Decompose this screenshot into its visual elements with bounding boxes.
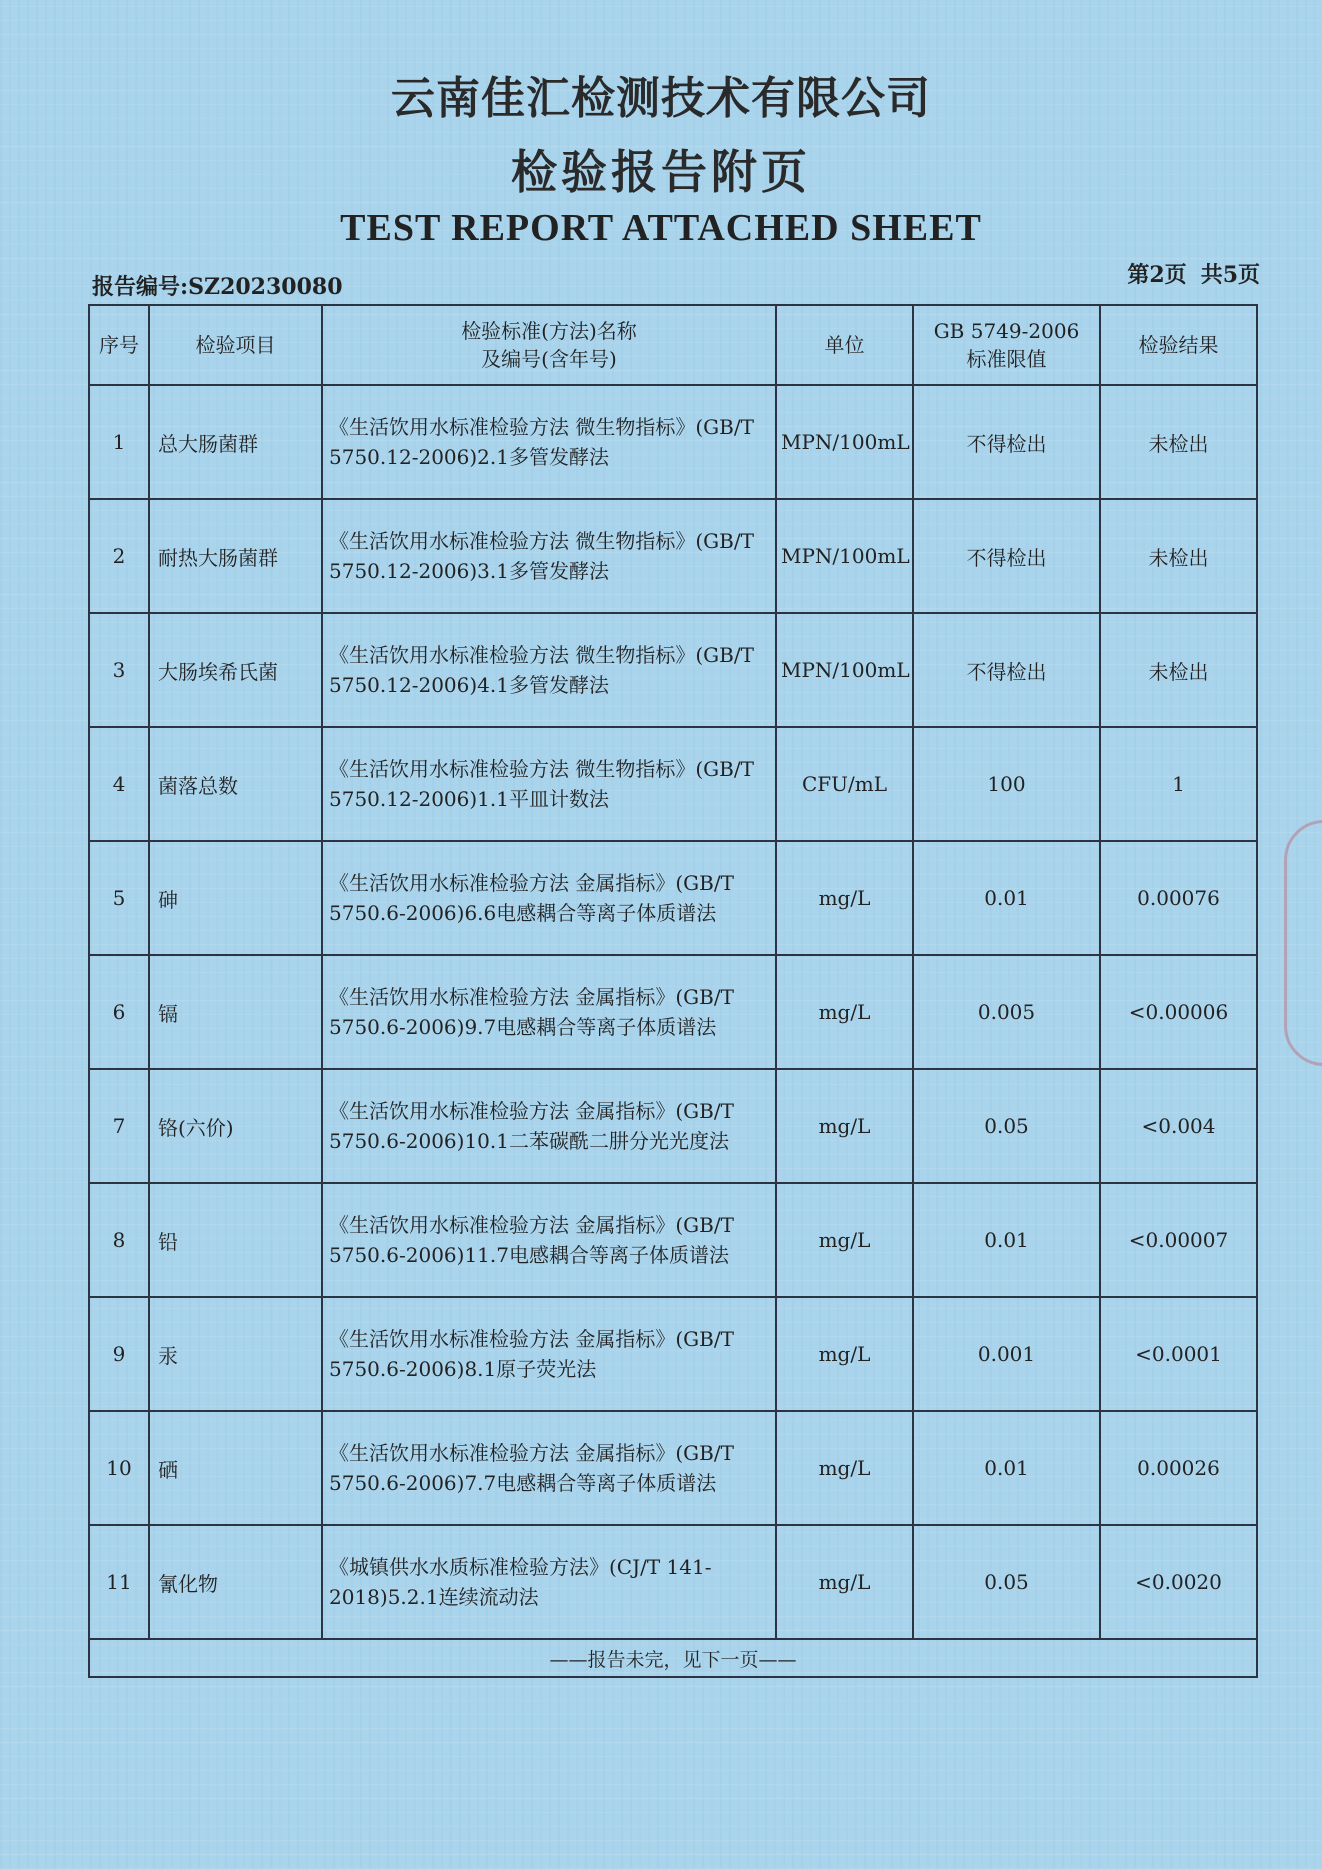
limit-cell: 0.05 xyxy=(913,1525,1100,1639)
limit-cell: 不得检出 xyxy=(913,385,1100,499)
col-seq: 序号 xyxy=(89,305,149,385)
limit-cell: 0.05 xyxy=(913,1069,1100,1183)
seq-cell: 11 xyxy=(89,1525,149,1639)
unit-cell: mg/L xyxy=(776,1069,913,1183)
method-name: 《城镇供水水质标准检验方法》(CJ/T 141-2018)5.2.1连续流动法 xyxy=(322,1525,776,1639)
company-name: 云南佳汇检测技术有限公司 xyxy=(391,73,931,124)
unit-cell: mg/L xyxy=(776,1411,913,1525)
table-row xyxy=(89,1297,1257,1411)
col-method xyxy=(322,305,776,385)
seq-cell: 6 xyxy=(89,955,149,1069)
result-cell: 0.00026 xyxy=(1100,1411,1257,1525)
method-name: 《生活饮用水标准检验方法 微生物指标》(GB/T 5750.12-2006)1.1平皿计数法 xyxy=(322,727,776,841)
seal-stamp xyxy=(1284,820,1322,1066)
limit-cell: 不得检出 xyxy=(913,613,1100,727)
seq-cell: 8 xyxy=(89,1183,149,1297)
method-name: 《生活饮用水标准检验方法 微生物指标》(GB/T 5750.12-2006)2.1多管发酵法 xyxy=(322,385,776,499)
unit-cell: MPN/100mL xyxy=(776,613,913,727)
col-result: 检验结果 xyxy=(1100,305,1257,385)
table-footer-row xyxy=(89,1639,1257,1677)
table-row xyxy=(89,1069,1257,1183)
method-name: 《生活饮用水标准检验方法 金属指标》(GB/T 5750.6-2006)10.1二苯碳酰二肼分光光度法 xyxy=(322,1069,776,1183)
item-name: 氰化物 xyxy=(149,1525,322,1639)
method-name: 《生活饮用水标准检验方法 金属指标》(GB/T 5750.6-2006)8.1原子荧光法 xyxy=(322,1297,776,1411)
item-name: 铬(六价) xyxy=(149,1069,322,1183)
limit-cell: 不得检出 xyxy=(913,499,1100,613)
col-limit-line2: 标准限值 xyxy=(966,347,1047,371)
table-row xyxy=(89,955,1257,1069)
page-current: 第2页 xyxy=(1127,262,1187,288)
item-name: 汞 xyxy=(149,1297,322,1411)
limit-cell: 0.005 xyxy=(913,955,1100,1069)
unit-cell: CFU/mL xyxy=(776,727,913,841)
english-title: TEST REPORT ATTACHED SHEET xyxy=(340,207,982,249)
item-name: 硒 xyxy=(149,1411,322,1525)
report-number: 报告编号:SZ20230080 xyxy=(92,274,343,300)
unit-cell: mg/L xyxy=(776,1525,913,1639)
item-name: 总大肠菌群 xyxy=(149,385,322,499)
limit-cell: 0.001 xyxy=(913,1297,1100,1411)
seq-cell: 7 xyxy=(89,1069,149,1183)
col-unit: 单位 xyxy=(776,305,913,385)
unit-cell: mg/L xyxy=(776,841,913,955)
table-row xyxy=(89,385,1257,499)
unit-cell: mg/L xyxy=(776,1297,913,1411)
item-name: 砷 xyxy=(149,841,322,955)
unit-cell: MPN/100mL xyxy=(776,385,913,499)
table-row xyxy=(89,613,1257,727)
result-cell: <0.004 xyxy=(1100,1069,1257,1183)
item-name: 耐热大肠菌群 xyxy=(149,499,322,613)
item-name: 铅 xyxy=(149,1183,322,1297)
item-name: 菌落总数 xyxy=(149,727,322,841)
unit-cell: mg/L xyxy=(776,955,913,1069)
method-name: 《生活饮用水标准检验方法 微生物指标》(GB/T 5750.12-2006)4.1多管发酵法 xyxy=(322,613,776,727)
method-name: 《生活饮用水标准检验方法 金属指标》(GB/T 5750.6-2006)6.6电感耦合等离子体质谱法 xyxy=(322,841,776,955)
col-limit-line1: GB 5749-2006 xyxy=(933,319,1080,343)
seq-cell: 4 xyxy=(89,727,149,841)
table-row xyxy=(89,727,1257,841)
results-table xyxy=(88,304,1258,1678)
seq-cell: 2 xyxy=(89,499,149,613)
col-limit xyxy=(913,305,1100,385)
method-name: 《生活饮用水标准检验方法 微生物指标》(GB/T 5750.12-2006)3.1多管发酵法 xyxy=(322,499,776,613)
result-cell: <0.0001 xyxy=(1100,1297,1257,1411)
limit-cell: 0.01 xyxy=(913,1411,1100,1525)
result-cell: 未检出 xyxy=(1100,613,1257,727)
result-cell: <0.0020 xyxy=(1100,1525,1257,1639)
method-name: 《生活饮用水标准检验方法 金属指标》(GB/T 5750.6-2006)7.7电感耦合等离子体质谱法 xyxy=(322,1411,776,1525)
limit-cell: 100 xyxy=(913,727,1100,841)
method-name: 《生活饮用水标准检验方法 金属指标》(GB/T 5750.6-2006)11.7电感耦合等离子体质谱法 xyxy=(322,1183,776,1297)
page-indicator xyxy=(1113,258,1260,289)
result-cell: 0.00076 xyxy=(1100,841,1257,955)
table-row xyxy=(89,1183,1257,1297)
unit-cell: mg/L xyxy=(776,1183,913,1297)
col-method-line2: 及编号(含年号) xyxy=(481,347,617,371)
item-name: 大肠埃希氏菌 xyxy=(149,613,322,727)
result-cell: <0.00007 xyxy=(1100,1183,1257,1297)
unit-cell: MPN/100mL xyxy=(776,499,913,613)
item-name: 镉 xyxy=(149,955,322,1069)
page-total: 共5页 xyxy=(1200,262,1260,288)
table-row xyxy=(89,841,1257,955)
result-cell: 1 xyxy=(1100,727,1257,841)
table-header-row xyxy=(89,305,1257,385)
continued-note: ——报告未完，见下一页—— xyxy=(89,1639,1257,1677)
result-cell: 未检出 xyxy=(1100,499,1257,613)
page-subtitle: 检验报告附页 xyxy=(511,145,811,199)
col-method-line1: 检验标准(方法)名称 xyxy=(461,319,637,343)
result-cell: 未检出 xyxy=(1100,385,1257,499)
col-item: 检验项目 xyxy=(149,305,322,385)
table-row xyxy=(89,1411,1257,1525)
seq-cell: 5 xyxy=(89,841,149,955)
seq-cell: 10 xyxy=(89,1411,149,1525)
limit-cell: 0.01 xyxy=(913,841,1100,955)
result-cell: <0.00006 xyxy=(1100,955,1257,1069)
method-name: 《生活饮用水标准检验方法 金属指标》(GB/T 5750.6-2006)9.7电感耦合等离子体质谱法 xyxy=(322,955,776,1069)
seq-cell: 1 xyxy=(89,385,149,499)
limit-cell: 0.01 xyxy=(913,1183,1100,1297)
table-row xyxy=(89,499,1257,613)
seq-cell: 9 xyxy=(89,1297,149,1411)
table-row xyxy=(89,1525,1257,1639)
seq-cell: 3 xyxy=(89,613,149,727)
